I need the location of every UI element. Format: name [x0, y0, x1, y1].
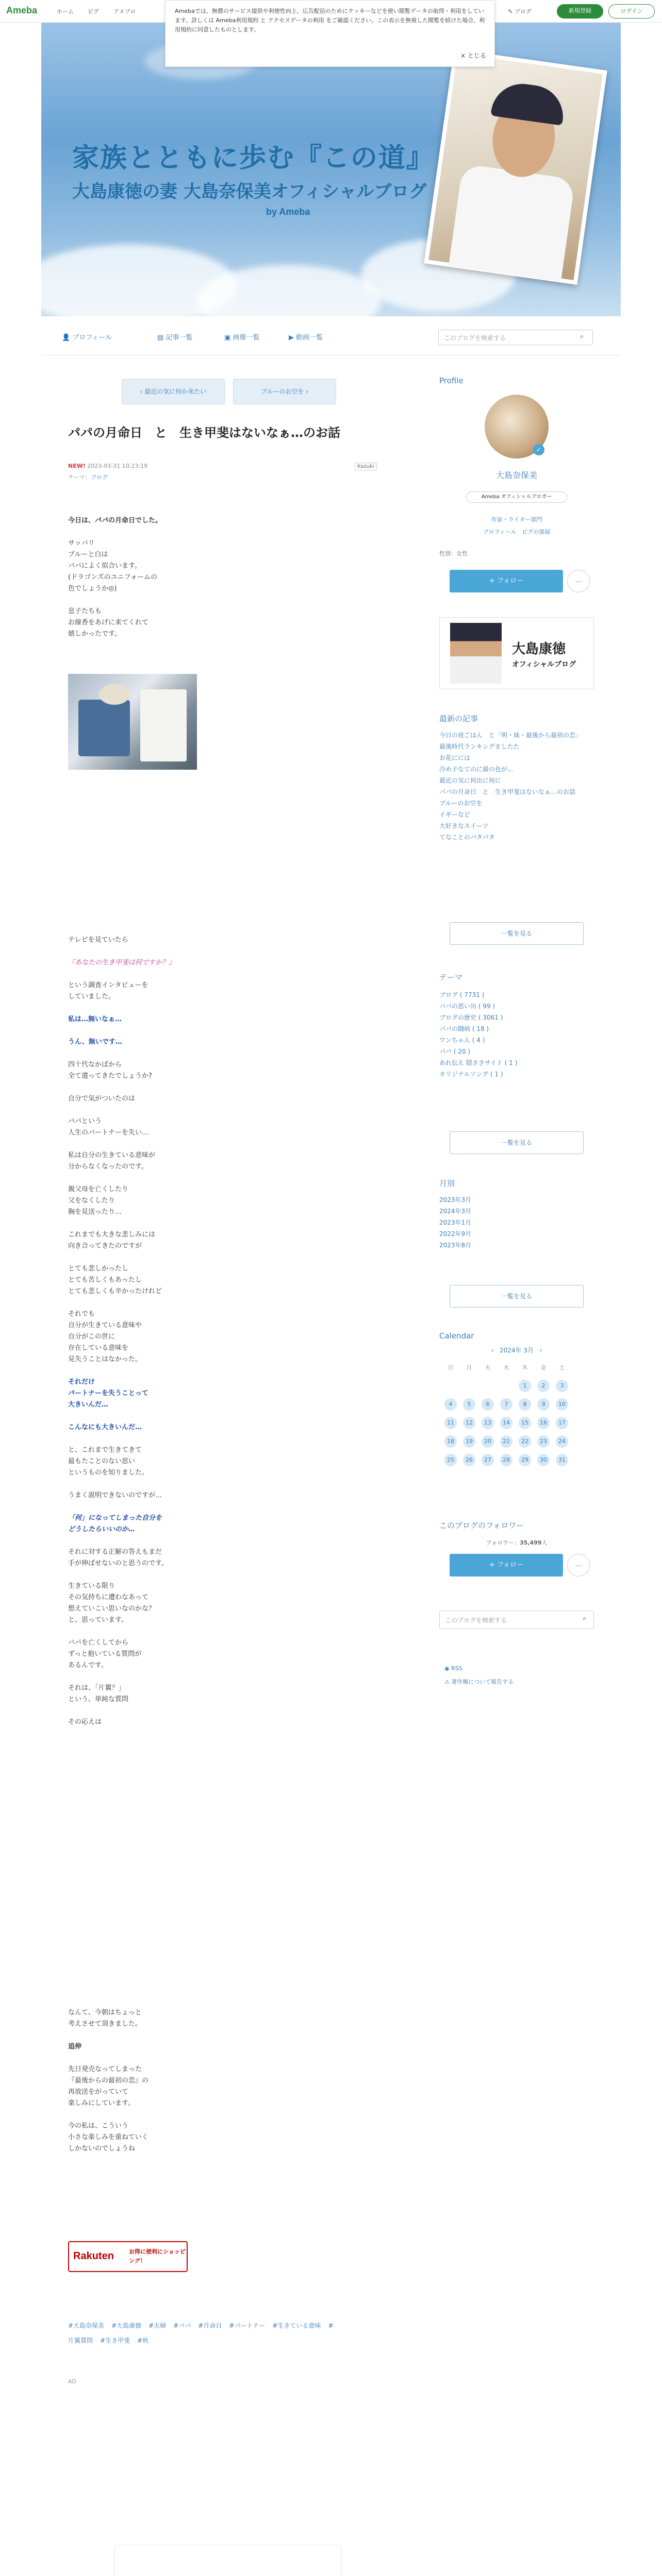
- nav-home[interactable]: ホーム: [57, 8, 74, 15]
- theme-label: テーマ：: [68, 474, 91, 481]
- article-paragraph: [68, 2064, 336, 2109]
- article-date: 2023-03-31 10:23:19: [87, 463, 148, 469]
- article-paragraph: [68, 1637, 336, 1671]
- video-icon: ▶: [289, 334, 294, 342]
- article-paragraph: [68, 1513, 336, 1535]
- ad-label: AD: [68, 2378, 76, 2385]
- calendar-day[interactable]: 1: [519, 1380, 531, 1392]
- calendar-day[interactable]: 21: [500, 1435, 512, 1448]
- followers-follow-button[interactable]: + フォロー: [450, 1554, 563, 1577]
- recent-article-link[interactable]: 大好きなスイーツ: [439, 822, 489, 829]
- article-line: 追伸: [68, 2043, 82, 2050]
- report-label: 著作権について報告する: [451, 1679, 514, 1685]
- blog-nav: [41, 319, 621, 355]
- calendar-prev-icon[interactable]: ‹: [491, 1347, 494, 1354]
- article-line: その気持ちに遭わなあって: [68, 1594, 148, 1601]
- hashtag-link[interactable]: #片翼質問: [68, 2322, 334, 2344]
- article-paragraph: [68, 1377, 336, 1411]
- profile-heading: Profile: [439, 376, 464, 385]
- month-link[interactable]: 2023年3月: [439, 1196, 472, 1204]
- theme-link[interactable]: パパ ( 20 ): [439, 1048, 471, 1055]
- prev-article-pill[interactable]: ‹ 最近の気に何か来たい: [122, 379, 225, 404]
- calendar-day[interactable]: 10: [556, 1398, 568, 1411]
- article-paragraph: [68, 1683, 336, 1705]
- calendar-day[interactable]: 25: [444, 1454, 457, 1466]
- calendar-day[interactable]: 20: [482, 1435, 494, 1448]
- hashtag-link[interactable]: #月命日: [198, 2322, 222, 2329]
- profile-link[interactable]: プロフィール: [483, 529, 517, 535]
- login-button[interactable]: ログイン: [608, 4, 655, 19]
- recent-list: [439, 730, 594, 843]
- banner-subtitle: 大島康徳の妻 大島奈保美オフィシャルブログ: [72, 181, 427, 202]
- article-line: 再放送をがっていて: [68, 2088, 129, 2096]
- hashtag-link[interactable]: #夫婦: [148, 2322, 167, 2329]
- calendar-weekday: 水: [503, 1364, 509, 1371]
- sidebar-follow-button[interactable]: + フォロー: [450, 570, 563, 592]
- article-line: 分からなくなったのです。: [68, 1163, 148, 1171]
- article-paragraph: [68, 1037, 336, 1048]
- article-line: なんて、今朝はちょっと: [68, 2009, 142, 2016]
- calendar-next-icon[interactable]: ›: [539, 1347, 542, 1354]
- blog-link[interactable]: ✎ ブログ: [508, 8, 532, 15]
- monthly-more-button[interactable]: 一覧を見る: [450, 1285, 584, 1308]
- theme-heading: テーマ: [439, 973, 463, 982]
- article-paragraph: [68, 1717, 336, 1728]
- monthly-list: [439, 1194, 594, 1251]
- monthly-heading: 月別: [439, 1179, 455, 1188]
- next-article-pill-label: ブルーのお空を: [260, 388, 304, 395]
- calendar-heading: Calendar: [439, 1331, 474, 1341]
- rakuten-banner[interactable]: [68, 2241, 188, 2272]
- article-paragraph: [68, 1547, 336, 1569]
- article-tag[interactable]: Kazuki: [355, 463, 377, 470]
- article-paragraph: [68, 515, 336, 527]
- followers-unit: 人: [541, 1539, 548, 1546]
- cookie-text: Amebaでは、無償のサービス提供や利便性向上、広告配信のためにクッキーなどを使い閲覧データの取得・利用をしています。詳しくは Ameba利用規約 と アクセスデータの利用 をご確認ください。この表示を無視した閲覧を続けた場合、利用規約に同意したものとします。: [175, 8, 485, 33]
- article-line: あるんです。: [68, 1662, 108, 1669]
- article-paragraph: [68, 1445, 336, 1479]
- calendar-day[interactable]: 14: [500, 1417, 512, 1429]
- theme-list: [439, 989, 594, 1080]
- article-line: 「何」になってしまった自分を: [68, 1514, 162, 1522]
- banner-title: 家族とともに歩む『この道』: [72, 143, 435, 174]
- article-line: 私は…無いなぁ…: [68, 1015, 122, 1023]
- report-link[interactable]: [444, 1677, 514, 1686]
- recent-article-link[interactable]: ブルーのお空を: [439, 800, 483, 807]
- article-line: どうしたらいいのか…: [68, 1526, 136, 1533]
- followers-more-button[interactable]: …: [567, 1554, 590, 1577]
- article-paragraph: [68, 2121, 336, 2155]
- prev-article-pill-label: 最近の気に何か来たい: [144, 388, 207, 395]
- article-paragraph: [68, 606, 336, 640]
- calendar-day[interactable]: 30: [537, 1454, 550, 1466]
- theme-link[interactable]: ブログ ( 7731 ): [439, 991, 485, 998]
- rakuten-logo: Rakuten: [73, 2250, 114, 2262]
- article-line: 嬉しかったです。: [68, 630, 121, 638]
- sidebar-more-button[interactable]: …: [567, 570, 590, 592]
- followers-count: [439, 1538, 594, 1547]
- recent-article-link[interactable]: てなことのバタバタ: [439, 834, 495, 841]
- calendar-day[interactable]: 17: [556, 1417, 568, 1429]
- article-paragraph: [68, 2007, 336, 2030]
- article-body-2: [68, 935, 336, 1739]
- article-line: 自分がこの世に: [68, 1333, 115, 1341]
- article-line: 楽しみにしています。: [68, 2099, 135, 2107]
- related-blog-title: 大島康徳: [512, 641, 566, 657]
- profile-gender: 性別：女性: [439, 550, 468, 557]
- calendar-day[interactable]: 22: [519, 1435, 531, 1448]
- article-line: 小さな楽しみを重ねていく: [68, 2133, 148, 2141]
- calendar-day[interactable]: 15: [519, 1417, 531, 1429]
- banner-photo: [424, 49, 607, 285]
- nav-profile-label: プロフィール: [72, 334, 112, 342]
- month-link[interactable]: 2022年9月: [439, 1230, 472, 1238]
- nav-images[interactable]: [224, 332, 259, 342]
- article-line: その応えは: [68, 1718, 102, 1726]
- article-line: 人生のパートナーを失い…: [68, 1129, 149, 1137]
- article-line: それに対する正解の答えもまだ: [68, 1548, 162, 1556]
- article-paragraph: [68, 2041, 336, 2053]
- theme-link[interactable]: ブログの歴史 ( 3061 ): [439, 1014, 503, 1021]
- profile-links: [439, 528, 594, 536]
- nav-videos[interactable]: [289, 332, 323, 342]
- calendar-month-nav: [439, 1346, 594, 1354]
- article-paragraph: [68, 935, 336, 946]
- recent-more-button[interactable]: 一覧を見る: [450, 922, 584, 945]
- calendar-day[interactable]: 19: [463, 1435, 475, 1448]
- nav-pigg[interactable]: ピグ: [88, 8, 99, 15]
- article-photo[interactable]: [68, 674, 197, 770]
- calendar-weekday: 火: [485, 1364, 491, 1371]
- calendar-day[interactable]: 29: [519, 1454, 531, 1466]
- calendar-day[interactable]: 11: [444, 1417, 457, 1429]
- article-line: パパという: [68, 1117, 102, 1125]
- article-line: 想えていこい思いなのかな？: [68, 1605, 156, 1613]
- article-paragraph: [68, 1116, 336, 1139]
- calendar-day[interactable]: 6: [482, 1398, 494, 1411]
- article-line: 私は自分の生きている意味が: [68, 1151, 156, 1159]
- article-line: (ドラゴンズのユニフォームの: [68, 573, 158, 581]
- article-line: 手が伸ばせないのと思うのです。: [68, 1560, 168, 1567]
- ad-slot[interactable]: [114, 2545, 341, 2576]
- calendar-day[interactable]: 31: [556, 1454, 568, 1466]
- article-body-3: [68, 2007, 336, 2166]
- report-icon: ⚠: [444, 1679, 450, 1685]
- calendar-day[interactable]: 16: [537, 1417, 550, 1429]
- calendar-weekday: 土: [559, 1364, 565, 1371]
- article-line: それでも: [68, 1310, 95, 1318]
- recent-article-link[interactable]: お花にには: [439, 754, 471, 761]
- calendar-day[interactable]: 27: [482, 1454, 494, 1466]
- article-line: それだけ: [68, 1378, 95, 1386]
- article-line: 『最後からの最初の恋』の: [68, 2077, 149, 2084]
- article-line: 生きている限り: [68, 1582, 115, 1590]
- search-icon[interactable]: ⌕: [580, 333, 584, 341]
- article-line: これまでも大きな悲しみには: [68, 1231, 156, 1239]
- article-paragraph: [68, 1059, 336, 1082]
- article-line: 全て遣ってきたでしょうか?: [68, 1072, 152, 1080]
- article-line: 色でしょうか◎): [68, 585, 117, 592]
- rakuten-text: お得に便利にショッピング！: [129, 2248, 186, 2264]
- recent-article-link[interactable]: 冷め子なてのに最の色が...: [439, 766, 514, 773]
- month-link[interactable]: 2023年1月: [439, 1219, 472, 1226]
- blog-link-label: ブログ: [514, 8, 532, 15]
- hashtag-link[interactable]: #パートナー: [229, 2322, 266, 2329]
- article-body-1: [68, 515, 336, 651]
- article-line: 胸を見送ったり…: [68, 1208, 122, 1216]
- article-line: というものを知りました。: [68, 1469, 149, 1477]
- theme-link[interactable]: パパの思い出 ( 99 ): [439, 1003, 495, 1010]
- cookie-notice: [165, 0, 495, 67]
- month-link[interactable]: 2024年3月: [439, 1208, 472, 1215]
- article-line: 息子たちも: [68, 607, 102, 615]
- article-paragraph: [68, 1093, 336, 1105]
- recent-article-link[interactable]: 今日の夜ごはん と「明・妹・最後から最初の恋」: [439, 732, 582, 739]
- nav-articles-label: 記事一覧: [166, 334, 193, 342]
- hashtag-link[interactable]: #生き甲斐: [100, 2337, 130, 2344]
- theme-link[interactable]: ワンちゃん ( 4 ): [439, 1037, 485, 1044]
- article-line: 向き合ってきたのですが: [68, 1242, 142, 1250]
- article-theme: [68, 473, 108, 481]
- calendar-day[interactable]: 4: [444, 1398, 457, 1411]
- articles-icon: ▤: [157, 334, 164, 342]
- recent-heading: 最新の記事: [439, 714, 478, 723]
- article-line: うん、無いです…: [68, 1038, 122, 1046]
- article-paragraph: [68, 1150, 336, 1173]
- calendar-day[interactable]: 8: [519, 1398, 531, 1411]
- blog-search-input[interactable]: このブログを検索する: [438, 330, 593, 345]
- hashtag-link[interactable]: #大島奈保美: [68, 2322, 105, 2329]
- hashtag-link[interactable]: #生きている意味: [272, 2322, 321, 2329]
- article-line: お線香をあげに来てくれて: [68, 619, 149, 626]
- article-line: パートナーを失うことって: [68, 1389, 148, 1397]
- register-button[interactable]: 新規登録: [557, 4, 603, 19]
- calendar-day[interactable]: 13: [482, 1417, 494, 1429]
- followers-label: フォロワー：: [486, 1539, 520, 1546]
- calendar-day[interactable]: 24: [556, 1435, 568, 1448]
- article-paragraph: [68, 1422, 336, 1433]
- article-title[interactable]: パパの月命日 と 生き甲斐はないなぁ…のお話: [68, 426, 340, 440]
- article-paragraph: [68, 1184, 336, 1218]
- profile-icon: 👤: [62, 334, 71, 342]
- related-blog-photo: [450, 623, 502, 684]
- calendar-table: [441, 1358, 571, 1469]
- recent-article-link[interactable]: イギーなど: [439, 811, 471, 818]
- article-paragraph: [68, 1309, 336, 1365]
- nav-profile[interactable]: [62, 332, 112, 342]
- article-line: テレビを見ていたら: [68, 936, 128, 944]
- article-paragraph: [68, 980, 336, 1003]
- calendar-day[interactable]: 5: [463, 1398, 475, 1411]
- calendar-weekday: 月: [466, 1364, 472, 1371]
- theme-more-button[interactable]: 一覧を見る: [450, 1131, 584, 1154]
- month-link[interactable]: 2023年8月: [439, 1242, 472, 1249]
- nav-ameblo[interactable]: アメブロ: [113, 8, 136, 15]
- cookie-close-button[interactable]: × とじる: [460, 52, 486, 59]
- calendar-day[interactable]: 9: [537, 1398, 550, 1411]
- official-badge: Ameba オフィシャルブロガー: [466, 492, 567, 503]
- article-line: という調査インタビューを: [68, 981, 148, 989]
- nav-videos-label: 動画一覧: [296, 334, 323, 342]
- article-line: とても苦しくもあったし: [68, 1276, 142, 1284]
- theme-link[interactable]: あれ伝え 隠ささサイト ( 1 ): [439, 1059, 518, 1066]
- article-line: と、これまで生きてきて: [68, 1446, 142, 1454]
- article-line: 考えさせて頂きました。: [68, 2020, 142, 2028]
- calendar-weekday: 金: [540, 1364, 547, 1371]
- hashtag-list: [68, 2318, 336, 2348]
- article-line: 父をなくしたり: [68, 1197, 115, 1205]
- related-blog-banner[interactable]: [439, 617, 594, 689]
- article-line: サッパリ: [68, 539, 95, 547]
- article-line: 親父母を亡くしたり: [68, 1185, 129, 1193]
- rss-label: RSS: [451, 1665, 462, 1672]
- article-line: 大きいんだ…: [68, 1401, 109, 1409]
- article-line: 先日発売なってしまった: [68, 2065, 142, 2073]
- article-paragraph: [68, 1263, 336, 1297]
- calendar-day[interactable]: 12: [463, 1417, 475, 1429]
- related-blog-sub: オフィシャルブログ: [512, 660, 576, 669]
- followers-number: 35,499: [520, 1539, 542, 1546]
- article-line: していました。: [68, 993, 115, 1001]
- article-line: 自分で気がついたのは: [68, 1095, 136, 1103]
- rss-icon: ◉: [444, 1665, 450, 1672]
- calendar-day[interactable]: 18: [444, 1435, 457, 1448]
- recent-article-link[interactable]: 最近の気に何出に何に: [439, 777, 502, 784]
- article-line: パパを亡くしてから: [68, 1639, 129, 1647]
- article-line: 存在している意味を: [68, 1344, 129, 1352]
- profile-name[interactable]: 大島奈保美: [495, 470, 537, 480]
- article-line: 見失うことはなかった。: [68, 1355, 142, 1363]
- ameba-logo[interactable]: Ameba: [6, 5, 38, 15]
- banner-powered: by Ameba: [266, 207, 310, 217]
- article-paragraph: [68, 1014, 336, 1025]
- next-article-pill[interactable]: ブルーのお空を ›: [233, 379, 336, 404]
- article-line: パパによく似合います。: [68, 562, 141, 570]
- article-line: ブルーと白は: [68, 551, 108, 558]
- nav-images-label: 画像一覧: [233, 334, 260, 342]
- article-paragraph: [68, 1581, 336, 1626]
- article-theme-link[interactable]: ブログ: [91, 474, 108, 481]
- article-line: それは、「片翼？」: [68, 1684, 125, 1692]
- article-line: と、思っています。: [68, 1616, 128, 1624]
- article-paragraph: [68, 957, 336, 969]
- calendar-day[interactable]: 26: [463, 1454, 475, 1466]
- profile-category[interactable]: 作家・ライター部門: [491, 516, 542, 523]
- article-line: 自分が生きている意味や: [68, 1321, 142, 1329]
- article-line: 今の私は、こういう: [68, 2122, 129, 2130]
- calendar-day[interactable]: 7: [500, 1398, 512, 1411]
- article-line: という、単純な質問: [68, 1696, 129, 1703]
- new-badge: NEW!: [68, 463, 86, 469]
- article-meta: [68, 463, 147, 469]
- rss-link[interactable]: [444, 1665, 462, 1672]
- verified-icon: ✓: [533, 444, 544, 455]
- hashtag-link[interactable]: #パパ: [173, 2322, 191, 2329]
- article-line: うまく説明できないのですが…: [68, 1492, 162, 1499]
- calendar-day[interactable]: 23: [537, 1435, 550, 1448]
- article-paragraph: [68, 1490, 336, 1501]
- followers-heading: このブログのフォロワー: [439, 1521, 524, 1530]
- article-line: 『あなたの生き甲斐は何ですか？』: [68, 959, 176, 967]
- article-line: とても悲しかったし: [68, 1265, 129, 1273]
- recent-article-link[interactable]: パパの月命日 と 生き甲斐はないなぁ…のお話: [439, 788, 576, 795]
- theme-link[interactable]: オリジナルソング ( 1 ): [439, 1071, 503, 1078]
- sidebar-search-icon[interactable]: ⌕: [583, 1615, 587, 1622]
- recent-article-link[interactable]: 最後時代ランキングましたた: [439, 743, 520, 750]
- article-line: 四十代なかばから: [68, 1061, 122, 1069]
- article-line: 最もたことのない思い: [68, 1458, 136, 1465]
- hashtag-link[interactable]: #秋: [137, 2337, 149, 2344]
- article-paragraph: [68, 538, 336, 595]
- image-icon: ▣: [224, 334, 231, 342]
- calendar-month: 2024年 3月: [500, 1347, 534, 1354]
- calendar-weekday: 木: [522, 1364, 528, 1371]
- sidebar-search-input[interactable]: このブログを検索する: [439, 1611, 594, 1629]
- calendar-day[interactable]: 2: [537, 1380, 550, 1392]
- calendar-weekday: 日: [448, 1364, 454, 1371]
- article-line: しかないのでしょうね: [68, 2145, 136, 2153]
- nav-articles[interactable]: [157, 332, 192, 342]
- article-line: こんなにも大きいんだ…: [68, 1423, 142, 1431]
- article-line: とても悲しくも辛かったけれど: [68, 1287, 162, 1295]
- theme-link[interactable]: パパの闘病 ( 18 ): [439, 1025, 489, 1032]
- article-paragraph: [68, 1229, 336, 1252]
- calendar-day[interactable]: 3: [556, 1380, 568, 1392]
- article-line: ずっと抱いている質問が: [68, 1650, 142, 1658]
- article-line: 今日は、パパの月命日でした。: [68, 517, 162, 524]
- calendar-day[interactable]: 28: [500, 1454, 512, 1466]
- pig-room-link[interactable]: ピグの部屋: [522, 529, 551, 535]
- hashtag-link[interactable]: #大島康徳: [111, 2322, 142, 2329]
